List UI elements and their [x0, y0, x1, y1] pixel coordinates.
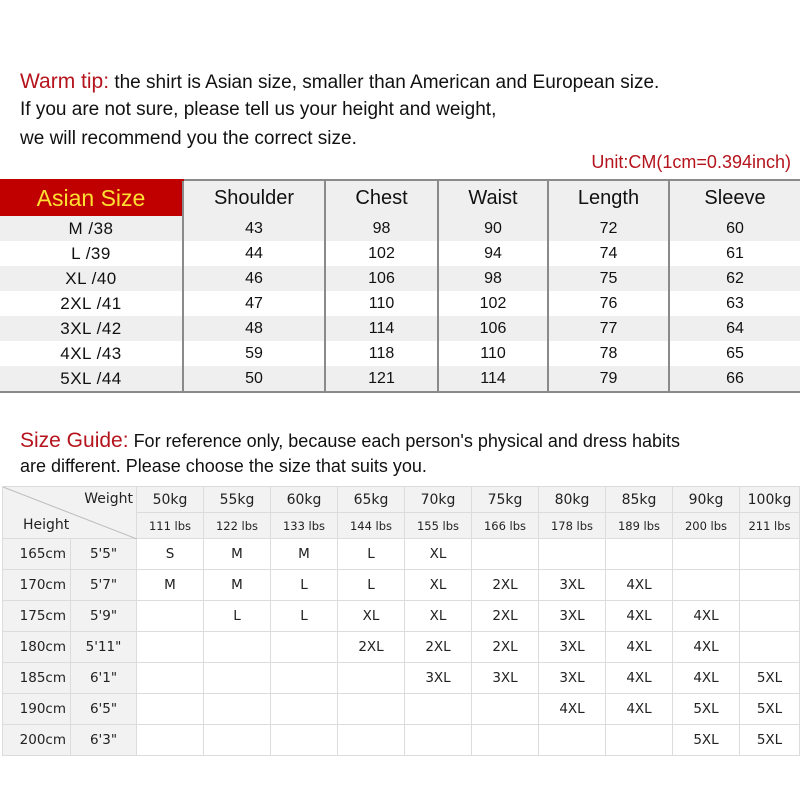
recommended-size-cell: 4XL	[606, 663, 673, 694]
cell-waist: 90	[438, 216, 548, 241]
recommended-size-cell	[539, 725, 606, 756]
corner-height-label: Height	[23, 517, 70, 533]
recommended-size-cell: 4XL	[673, 663, 740, 694]
weight-kg-header: 70kg	[405, 487, 472, 513]
recommended-size-cell: XL	[405, 570, 472, 601]
weight-kg-header: 90kg	[673, 487, 740, 513]
cell-size: L /39	[0, 241, 183, 266]
size-row	[0, 366, 800, 392]
size-row	[0, 216, 800, 241]
recommended-size-cell: 5XL	[673, 725, 740, 756]
cell-shoulder: 47	[183, 291, 325, 316]
recommended-size-cell	[472, 539, 539, 570]
cell-length: 78	[548, 341, 669, 366]
recommended-size-cell: L	[338, 570, 405, 601]
weight-kg-header: 75kg	[472, 487, 539, 513]
recommended-size-cell: 4XL	[539, 694, 606, 725]
cell-shoulder: 43	[183, 216, 325, 241]
cell-sleeve: 61	[669, 241, 800, 266]
recommended-size-cell: L	[271, 570, 338, 601]
recommended-size-cell: 2XL	[405, 632, 472, 663]
cell-chest: 121	[325, 366, 438, 392]
recommended-size-cell	[539, 539, 606, 570]
cell-size: XL /40	[0, 266, 183, 291]
height-ft: 5'5"	[71, 539, 137, 570]
recommended-size-cell	[137, 632, 204, 663]
height-row	[3, 694, 800, 725]
size-row	[0, 316, 800, 341]
recommended-size-cell: M	[204, 570, 271, 601]
recommended-size-cell: 5XL	[740, 663, 800, 694]
recommended-size-cell: 3XL	[539, 570, 606, 601]
recommended-size-cell: XL	[338, 601, 405, 632]
cell-shoulder: 46	[183, 266, 325, 291]
weight-kg-header: 80kg	[539, 487, 606, 513]
recommended-size-cell: 2XL	[472, 570, 539, 601]
corner-header	[3, 487, 137, 539]
recommended-size-cell: 4XL	[673, 601, 740, 632]
weight-lbs-header: 166 lbs	[472, 513, 539, 539]
cell-size: M /38	[0, 216, 183, 241]
recommended-size-cell	[204, 694, 271, 725]
cell-sleeve: 65	[669, 341, 800, 366]
recommended-size-cell: S	[137, 539, 204, 570]
height-ft: 5'11"	[71, 632, 137, 663]
recommended-size-cell	[740, 632, 800, 663]
recommended-size-cell	[137, 725, 204, 756]
recommended-size-cell: 4XL	[606, 632, 673, 663]
height-cm: 190cm	[3, 694, 71, 725]
cell-shoulder: 48	[183, 316, 325, 341]
cell-length: 77	[548, 316, 669, 341]
recommended-size-cell: 5XL	[740, 725, 800, 756]
cell-waist: 114	[438, 366, 548, 392]
recommended-size-cell	[606, 539, 673, 570]
height-row	[3, 539, 800, 570]
cell-length: 79	[548, 366, 669, 392]
height-row	[3, 601, 800, 632]
height-ft: 6'1"	[71, 663, 137, 694]
warm-tip-line-2: If you are not sure, please tell us your height and weight,	[20, 99, 497, 120]
cell-chest: 114	[325, 316, 438, 341]
recommended-size-cell	[740, 570, 800, 601]
recommended-size-cell: 2XL	[472, 632, 539, 663]
recommended-size-cell: 3XL	[472, 663, 539, 694]
cell-waist: 94	[438, 241, 548, 266]
cell-shoulder: 44	[183, 241, 325, 266]
height-ft: 6'5"	[71, 694, 137, 725]
recommended-size-cell	[271, 632, 338, 663]
recommended-size-cell	[338, 725, 405, 756]
size-guide-label: Size Guide:	[20, 429, 129, 452]
size-guide-line-1: For reference only, because each person's physical and dress habits	[128, 431, 680, 451]
cell-shoulder: 50	[183, 366, 325, 392]
size-guide-line-2: are different. Please choose the size that suits you.	[20, 456, 427, 476]
warm-tip-line-3: we will recommend you the correct size.	[20, 128, 357, 149]
weight-kg-row	[3, 487, 800, 513]
recommended-size-cell: L	[338, 539, 405, 570]
recommended-size-cell	[740, 539, 800, 570]
recommended-size-cell	[673, 539, 740, 570]
size-row	[0, 266, 800, 291]
warm-tip	[20, 68, 659, 152]
cell-chest: 110	[325, 291, 438, 316]
cell-sleeve: 60	[669, 216, 800, 241]
height-row	[3, 725, 800, 756]
header-waist: Waist	[438, 180, 548, 216]
header-length: Length	[548, 180, 669, 216]
recommended-size-cell	[271, 663, 338, 694]
header-asian-size: Asian Size	[0, 180, 183, 216]
corner-weight-label: Weight	[84, 491, 133, 507]
warm-tip-label: Warm tip:	[20, 70, 110, 93]
height-cm: 180cm	[3, 632, 71, 663]
height-cm: 170cm	[3, 570, 71, 601]
unit-note: Unit:CM(1cm=0.394inch)	[591, 152, 791, 172]
cell-length: 74	[548, 241, 669, 266]
recommended-size-cell: 3XL	[539, 601, 606, 632]
recommended-size-cell	[405, 694, 472, 725]
weight-lbs-header: 200 lbs	[673, 513, 740, 539]
header-chest: Chest	[325, 180, 438, 216]
size-row	[0, 341, 800, 366]
recommended-size-cell: 5XL	[740, 694, 800, 725]
weight-lbs-header: 122 lbs	[204, 513, 271, 539]
weight-kg-header: 100kg	[740, 487, 800, 513]
cell-length: 75	[548, 266, 669, 291]
cell-waist: 110	[438, 341, 548, 366]
height-ft: 5'7"	[71, 570, 137, 601]
cell-size: 4XL /43	[0, 341, 183, 366]
recommended-size-cell	[472, 694, 539, 725]
weight-lbs-header: 144 lbs	[338, 513, 405, 539]
cell-waist: 102	[438, 291, 548, 316]
weight-kg-header: 50kg	[137, 487, 204, 513]
recommended-size-cell: XL	[405, 539, 472, 570]
cell-chest: 118	[325, 341, 438, 366]
cell-sleeve: 64	[669, 316, 800, 341]
cell-waist: 106	[438, 316, 548, 341]
cell-length: 72	[548, 216, 669, 241]
recommended-size-cell	[204, 632, 271, 663]
size-chart-table	[0, 179, 800, 393]
cell-sleeve: 66	[669, 366, 800, 392]
weight-kg-header: 60kg	[271, 487, 338, 513]
recommended-size-cell: 4XL	[606, 601, 673, 632]
recommended-size-cell: 2XL	[472, 601, 539, 632]
recommended-size-cell: M	[204, 539, 271, 570]
height-cm: 165cm	[3, 539, 71, 570]
weight-kg-header: 85kg	[606, 487, 673, 513]
size-row	[0, 241, 800, 266]
recommended-size-cell	[204, 725, 271, 756]
weight-lbs-header: 133 lbs	[271, 513, 338, 539]
height-row	[3, 570, 800, 601]
recommended-size-cell	[271, 725, 338, 756]
recommended-size-cell	[271, 694, 338, 725]
size-row	[0, 291, 800, 316]
recommended-size-cell: 4XL	[606, 694, 673, 725]
recommended-size-cell	[606, 725, 673, 756]
height-row	[3, 663, 800, 694]
weight-lbs-header: 189 lbs	[606, 513, 673, 539]
recommended-size-cell: 4XL	[673, 632, 740, 663]
size-chart-header-row	[0, 180, 800, 216]
recommended-size-cell	[204, 663, 271, 694]
cell-size: 3XL /42	[0, 316, 183, 341]
height-cm: 200cm	[3, 725, 71, 756]
height-cm: 175cm	[3, 601, 71, 632]
recommended-size-cell	[740, 601, 800, 632]
weight-lbs-header: 111 lbs	[137, 513, 204, 539]
weight-lbs-header: 211 lbs	[740, 513, 800, 539]
weight-lbs-header: 178 lbs	[539, 513, 606, 539]
recommended-size-cell: L	[204, 601, 271, 632]
recommended-size-cell	[405, 725, 472, 756]
cell-chest: 102	[325, 241, 438, 266]
height-ft: 5'9"	[71, 601, 137, 632]
recommended-size-cell: 3XL	[539, 632, 606, 663]
recommended-size-cell	[137, 663, 204, 694]
header-sleeve: Sleeve	[669, 180, 800, 216]
cell-sleeve: 63	[669, 291, 800, 316]
cell-size: 5XL /44	[0, 366, 183, 392]
size-guide-note	[20, 428, 680, 479]
cell-chest: 106	[325, 266, 438, 291]
recommended-size-cell: 3XL	[539, 663, 606, 694]
weight-lbs-header: 155 lbs	[405, 513, 472, 539]
cell-chest: 98	[325, 216, 438, 241]
recommended-size-cell: M	[137, 570, 204, 601]
recommended-size-cell	[137, 601, 204, 632]
recommended-size-cell	[673, 570, 740, 601]
cell-sleeve: 62	[669, 266, 800, 291]
height-cm: 185cm	[3, 663, 71, 694]
cell-length: 76	[548, 291, 669, 316]
height-weight-guide-table	[2, 486, 800, 756]
recommended-size-cell: XL	[405, 601, 472, 632]
cell-shoulder: 59	[183, 341, 325, 366]
recommended-size-cell	[137, 694, 204, 725]
weight-kg-header: 55kg	[204, 487, 271, 513]
recommended-size-cell: M	[271, 539, 338, 570]
recommended-size-cell: 3XL	[405, 663, 472, 694]
header-shoulder: Shoulder	[183, 180, 325, 216]
recommended-size-cell	[338, 663, 405, 694]
weight-kg-header: 65kg	[338, 487, 405, 513]
height-row	[3, 632, 800, 663]
warm-tip-line-1: the shirt is Asian size, smaller than American and European size.	[109, 72, 660, 93]
recommended-size-cell: 4XL	[606, 570, 673, 601]
recommended-size-cell: 5XL	[673, 694, 740, 725]
recommended-size-cell: L	[271, 601, 338, 632]
recommended-size-cell	[472, 725, 539, 756]
height-ft: 6'3"	[71, 725, 137, 756]
recommended-size-cell: 2XL	[338, 632, 405, 663]
cell-size: 2XL /41	[0, 291, 183, 316]
cell-waist: 98	[438, 266, 548, 291]
recommended-size-cell	[338, 694, 405, 725]
